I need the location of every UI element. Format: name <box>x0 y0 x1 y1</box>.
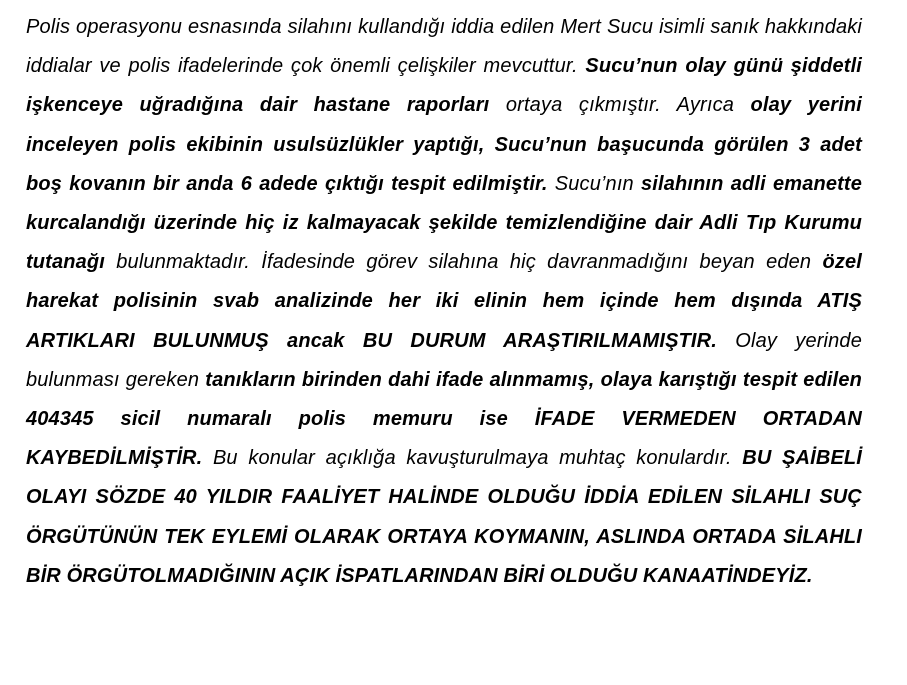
text-segment-2: ortaya çıkmıştır. Ayrıca <box>489 94 751 117</box>
text-segment-5: Olay yerinde bulunması gereken <box>26 329 862 391</box>
document-paragraph <box>26 8 862 596</box>
bold-segment-hospital-reports: Sucu’nun olay günü şiddetli işkenceye uğradığına dair hastane raporları <box>26 55 862 117</box>
bold-segment-witnesses: tanıkların birinden dahi ifade alınmamış, olaya karıştığı tespit edilen 404345 sicil numaralı polis memuru ise İFADE VERMEDEN ORTADAN KAYBEDİLMİŞTİR. <box>26 368 862 470</box>
text-segment-1: Polis operasyonu esnasında silahını kullandığı iddia edilen Mert Sucu isimli sanık hakkındaki iddialar ve polis ifadelerinde çok önemli çelişkiler mevcuttur. <box>26 16 862 78</box>
bold-segment-police-irregularities: olay yerini inceleyen polis ekibinin usulsüzlükler yaptığı, Sucu’nun başucunda görülen 3 adet boş kovanın bir anda 6 adede çıktığı tespit edilmiştir. <box>26 94 862 195</box>
text-segment-6: Bu konular açıklığa kavuşturulmaya muhtaç konulardır. <box>202 447 743 470</box>
bold-segment-weapon-tampering: silahının adli emanette kurcalandığı üzerinde hiç iz kalmayacak şekilde temizlendiğine dair Adli Tıp Kurumu tutanağı <box>26 172 862 274</box>
bold-segment-conclusion: BU ŞAİBELİ OLAYI SÖZDE 40 YILDIR FAALİYET HALİNDE OLDUĞU İDDİA EDİLEN SİLAHLI SUÇ ÖRGÜTÜNÜN TEK EYLEMİ OLARAK ORTAYA KOYMANIN, ASLINDA ORTADA SİLAHLI BİR ÖRGÜTOLMADIĞININ AÇIK İSPATLARINDAN BİRİ OLDUĞU KANAATİNDEYİZ. <box>26 447 863 587</box>
text-segment-4: bulunmaktadır. İfadesinde görev silahına hiç davranmadığını beyan eden <box>104 251 823 274</box>
text-segment-3: Sucu’nın <box>547 172 642 195</box>
bold-segment-swab-analysis: özel harekat polisinin svab analizinde her iki elinin hem içinde hem dışında ATIŞ ARTIKLARI BULUNMUŞ ancak BU DURUM ARAŞTIRILMAMIŞTIR. <box>26 251 862 352</box>
